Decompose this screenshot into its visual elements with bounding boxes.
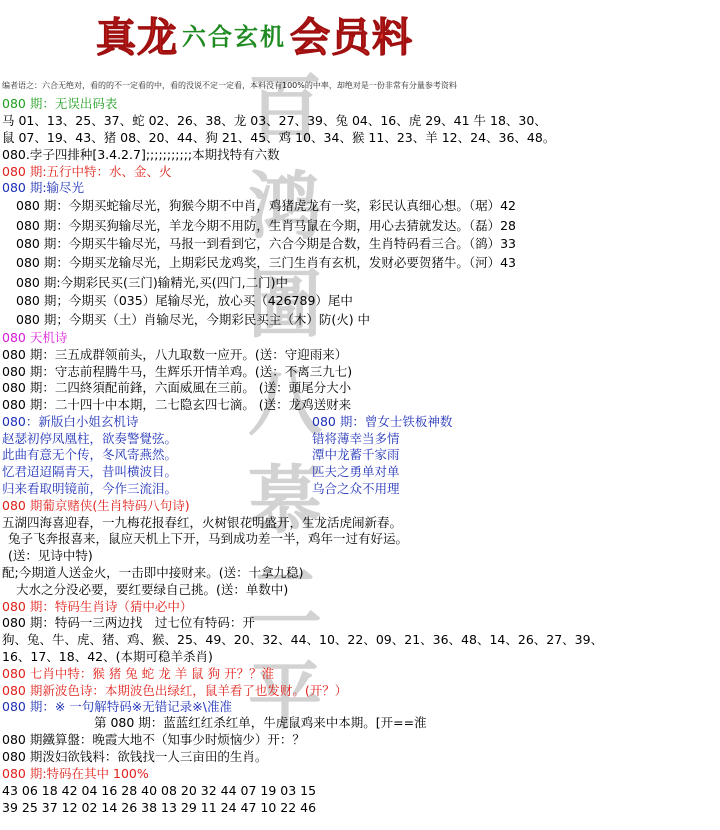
section-heading: 080 期：曾女士铁板神数 — [312, 414, 453, 429]
poem-line: 兔子飞奔报喜来，鼠应天机上下开，马到成功差一半，鸡年一过有好运。 — [8, 531, 409, 546]
disclaimer: 编者语之：六合无绝对，看的的不一定看的中，看的没说不定一定看，本料没有100%的中率，却绝对是一份非常有分量参考资料 — [2, 81, 457, 90]
section-heading: 080 天机诗 — [2, 330, 68, 345]
section-heading: 080 期新波色诗：本期波色出绿红，鼠羊看了也发财。(开？） — [2, 683, 348, 698]
title-part-2: 六合玄机 — [182, 22, 286, 51]
poem-line: 080 期：三五成群领前头，八九取数一应开。(送：守迎雨来） — [2, 347, 348, 362]
page-title — [96, 6, 496, 61]
poem-line: 匹夫之勇单对单 — [312, 464, 400, 479]
section-heading: 080 期：无误出码表 — [2, 96, 118, 111]
title-part-1: 真龙 — [96, 14, 178, 61]
text-line: 080 期:今期彩民买(三门)输精光,买(四门,二门)中 — [16, 275, 288, 290]
text-line: 16、17、18、42、(本期可稳羊杀肖) — [2, 649, 213, 664]
text-line: 大水之分没必要，要红要绿自己挑。(送：单数中) — [16, 582, 289, 597]
code-table-row: 马 01、13、25、37、蛇 02、26、38、龙 03、27、39、兔 04、16、虎 29、41 牛 18、30、 — [2, 113, 547, 128]
text-line: 配;今期道人送金火，一击即中接财来。(送：十拿九稳) — [2, 565, 304, 580]
watermark-char: 圖 — [248, 262, 322, 348]
code-table-row: 鼠 07、19、43、猪 08、20、44、狗 21、45、鸡 10、34、猴 11、23、羊 12、24、36、48。 — [2, 130, 556, 145]
watermark-char: 二 — [248, 556, 322, 642]
poem-line: 错将薄幸当多情 — [312, 431, 400, 446]
text-line: 080.孛子四排种[3.4.2.7];;;;;;;;;;;本期找特有六数 — [2, 147, 280, 162]
section-heading: 080 期:五行中特：水、金、火 — [2, 164, 172, 179]
number-row: 39 25 37 12 02 14 26 38 13 29 11 24 47 10 22 46 — [2, 800, 317, 815]
text-line: 080 期：今期买狗输尽光，羊龙今期不用防，生肖马鼠在今期，用心去猜就发达。（磊）28 — [16, 218, 516, 233]
poem-line: 五湖四海喜迎春，一九梅花报春红，火树银花明盛开，生龙活虎闹新春。 — [2, 515, 403, 530]
watermark-char: 百 — [248, 66, 322, 152]
section-heading: 080 期葡京赌侠(生肖特码八句诗) — [2, 498, 190, 513]
section-heading: 080 期：特码生肖诗（猜中必中） — [2, 599, 193, 614]
text-line: 080 期；今期买（土）肖输尽光，今期彩民买主（木）防(火) 中 — [16, 312, 371, 327]
text-line: 080 期：今期买龙输尽光，上期彩民龙鸡奖，三门生肖有玄机，发财必要贺猪牛。（河）43 — [16, 255, 516, 270]
section-heading: 080 期：※ 一句解特码※无错记录※\准准 — [2, 699, 232, 714]
title-part-3: 会员料 — [290, 14, 413, 61]
section-heading: 080 期:输尽光 — [2, 180, 85, 195]
section-heading: 080：新版白小姐玄机诗 — [2, 414, 139, 429]
poem-line: 此曲有意无个传，冬风寄燕然。 — [2, 447, 178, 462]
text-line: (送：见诗中特) — [8, 548, 93, 563]
text-line: 080 期：特码一三两边找 过七位有特码：开 — [2, 615, 255, 630]
poem-line: 080 期：二十四十中本期，二七隐玄四七滴。 (送：龙鸡送财来 — [2, 397, 352, 412]
text-line: 080 期：今期买牛输尽光，马报一到看到它，六合今期是合数，生肖特码看三合。（鹆）33 — [16, 236, 516, 251]
poem-line: 080 期：守志前程腾牛马，生辉乐开情羊鸡。(送：不离三九七) — [2, 364, 353, 379]
text-line: 080 期泼妇欲钱料：欲钱找一人三亩田的生肖。 — [2, 749, 268, 764]
text-line: 第 080 期：蓝蓝红红杀红单，牛虎鼠鸡来中本期。[开==淮 — [94, 715, 427, 730]
poem-line: 忆君迢迢隔青天，昔叫横波目。 — [2, 464, 178, 479]
text-line: 080 期：今期买蛇输尽光，狗猴今期不中肖，鸡猪虎龙有一奖，彩民认真细心想。（琚）42 — [16, 198, 516, 213]
section-heading: 080 七肖中特：猴 猪 兔 蛇 龙 羊 鼠 狗 开？？淮 — [2, 666, 275, 681]
section-heading: 080 期:特码在其中 100% — [2, 766, 149, 781]
number-row: 43 06 18 42 04 16 28 40 08 20 32 44 07 19 03 15 — [2, 783, 317, 798]
text-line: 狗、兔、牛、虎、猪、鸡、猴、25、49、20、32、44、10、22、09、21、36、48、14、26、27、39、 — [2, 632, 604, 647]
text-line: 080 期鐵算盤：晚霞大地不（知事少时烦恼少）开：？ — [2, 732, 305, 747]
text-line: 080 期；今期买（035）尾输尽光，放心买（426789）尾中 — [16, 293, 353, 308]
poem-line: 080 期：二四終須配前鋒，六面威風在三前。 (送：頭尾分大小 — [2, 380, 352, 395]
poem-line: 归来看取明镜前，今作三流泪。 — [2, 481, 178, 496]
watermark-char: 平 — [248, 654, 322, 740]
poem-line: 乌合之众不用理 — [312, 481, 400, 496]
watermark-char: 慕 — [248, 458, 322, 544]
poem-line: 赵瑟初停凤凰柱，欲奏警覺弦。 — [2, 431, 178, 446]
watermark-char: 鸿 — [248, 164, 322, 250]
poem-line: 潭中龙蓄千家雨 — [312, 447, 400, 462]
watermark-char: 八 — [248, 360, 322, 446]
